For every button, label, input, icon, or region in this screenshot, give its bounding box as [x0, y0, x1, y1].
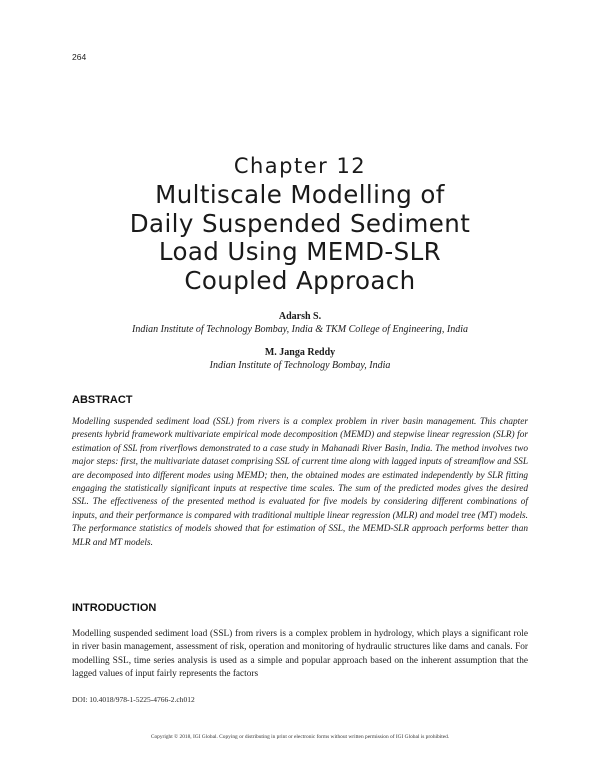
- author-affiliation: Indian Institute of Technology Bombay, India & TKM College of Engineering, India: [132, 324, 468, 335]
- abstract-text: Modelling suspended sediment load (SSL) from rivers is a complex problem in river basin management. This chapter presents hybrid framework multivariate empirical mode decomposition (MEMD) and stepwise linear regression (SLR) for estimation of SSL from riverflows demonstrated to a case study in Mahanadi River Basin, India. The method involves two major steps: first, the multivariate dataset comprising SSL of current time along with lagged inputs of streamflow and SSL are decomposed into different modes using MEMD; then, the obtained modes are estimated independently by SLR fitting engaging the statistically significant inputs at respective time scales. The sum of the predicted modes gives the desired SSL. The effectiveness of the presented method is evaluated for five models by considering different combinations of inputs, and their performance is compared with traditional multiple linear regression (MLR) and model tree (MT) models. The performance statistics of models showed that for estimation of SSL, the MEMD-SLR approach performs better than MLR and MT models.: [72, 417, 528, 548]
- chapter-label: Chapter 12: [233, 154, 367, 178]
- page-number: 264: [72, 52, 87, 62]
- abstract-heading: ABSTRACT: [72, 394, 133, 406]
- author-block: [0, 311, 600, 335]
- chapter-title-line: Load Using MEMD-SLR: [158, 237, 442, 266]
- introduction-text: Modelling suspended sediment load (SSL) from rivers is a complex problem in hydrology, which plays a significant role in river basin management, assessment of risk, operation and monitoring of hydraulic structures like dams and canals. For modelling SSL, time series analysis is used as a simple and popular approach based on the inherent assumption that the lagged values of input fairly represents the factors: [72, 629, 528, 680]
- chapter-title: [60, 181, 540, 295]
- chapter-title-line: Daily Suspended Sediment: [129, 208, 471, 238]
- author-block: [0, 347, 600, 371]
- doi: DOI: 10.4018/978-1-5225-4766-2.ch012: [72, 695, 195, 704]
- chapter-title-line: Coupled Approach: [184, 265, 416, 295]
- chapter-title-line: Multiscale Modelling of: [155, 180, 445, 209]
- introduction-heading: INTRODUCTION: [72, 602, 157, 614]
- copyright-notice: Copyright © 2018, IGI Global. Copying or distributing in print or electronic forms without written permission of IGI Global is prohibited.: [150, 734, 450, 740]
- author-name: M. Janga Reddy: [264, 347, 336, 358]
- author-affiliation: Indian Institute of Technology Bombay, India: [209, 360, 391, 371]
- author-name: Adarsh S.: [278, 311, 322, 322]
